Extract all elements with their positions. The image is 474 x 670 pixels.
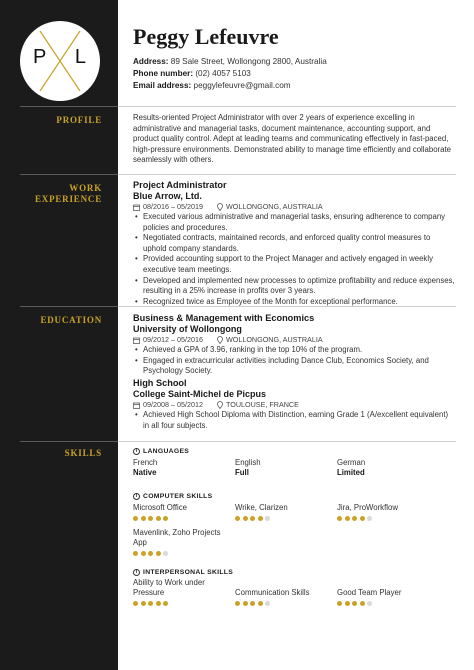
education-entry-2 [133, 378, 455, 431]
rating-dot-filled [360, 601, 365, 606]
skills-block [133, 447, 455, 606]
degree-title: High School [133, 378, 187, 388]
rating-dot-filled [258, 516, 263, 521]
job-title: Project Administrator [133, 180, 227, 190]
contact-block [133, 56, 463, 92]
phone-label: Phone number: [133, 69, 194, 78]
list-item: • Recognized twice as Employee of the Month for exceptional performance. [133, 297, 455, 308]
profile-summary: Results-oriented Project Administrator with over 2 years of experience excelling in administrative and managerial tasks, document maintenance, accounting support, and product quality control. Adept at leading teams and communicating effectively in fast-paced, high-pressure environments. Demonstrated ability to manage time efficiently and collaborate seamlessly with others. [133, 113, 451, 165]
list-item: • Provided accounting support to the Project Manager and actively engaged in weekly executive team meetings. [133, 254, 455, 275]
education-dates: 09/2008 – 05/2012 [143, 400, 203, 409]
rating-dot-filled [141, 601, 146, 606]
education-meta [133, 400, 455, 410]
rating-dot-filled [243, 516, 248, 521]
rating-dot-empty [265, 601, 270, 606]
info-icon: i [133, 569, 140, 576]
rating-dot-filled [163, 601, 168, 606]
language-level: Full [235, 468, 249, 477]
education-location: TOULOUSE, FRANCE [225, 400, 299, 409]
section-title-profile: PROFILE [56, 115, 102, 125]
rating-dot-filled [258, 601, 263, 606]
skill-name: Mavenlink, Zoho Projects App [133, 528, 221, 547]
rating-dot-filled [148, 601, 153, 606]
rating-dot-empty [265, 516, 270, 521]
language-item [133, 458, 235, 478]
interpersonal-skills-grid [133, 578, 455, 606]
rating-dot-filled [360, 516, 365, 521]
rating-dot-filled [345, 516, 350, 521]
section-divider [20, 306, 456, 307]
rating-dot-filled [243, 601, 248, 606]
skill-name: Ability to Work under Pressure [133, 578, 205, 597]
skill-item [235, 503, 337, 521]
rating-dot-filled [141, 551, 146, 556]
rating-dots [235, 516, 337, 521]
skill-name: Wrike, Clarizen [235, 503, 288, 512]
location-pin-icon [217, 401, 223, 409]
skill-item [133, 528, 227, 556]
list-item: • Executed various administrative and managerial tasks, ensuring adherence to company policies and procedures. [133, 212, 455, 233]
rating-dot-filled [148, 516, 153, 521]
email-label: Email address: [133, 81, 192, 90]
rating-dots [133, 601, 217, 606]
info-icon: i [133, 493, 140, 500]
monogram-logo [20, 21, 100, 101]
skill-name: Jira, ProWorkflow [337, 503, 398, 512]
section-title-education: EDUCATION [40, 315, 102, 325]
list-item: • Negotiated contracts, maintained records, and enforced quality control measures to uphold company standards. [133, 233, 455, 254]
resume-header [133, 24, 463, 92]
education-dates: 09/2012 – 05/2016 [143, 335, 203, 344]
work-entry [133, 180, 455, 307]
rating-dots [337, 516, 439, 521]
list-item: • Achieved a GPA of 3.96, ranking in the top 10% of the program. [133, 345, 455, 356]
rating-dot-filled [156, 601, 161, 606]
job-dates: 08/2016 – 05/2019 [143, 202, 203, 211]
languages-grid [133, 458, 455, 478]
rating-dot-filled [337, 601, 342, 606]
rating-dot-filled [156, 516, 161, 521]
list-item: • Engaged in extracurricular activities including Dance Club, Economics Society, and Psychology Society. [133, 356, 455, 377]
rating-dot-filled [133, 601, 138, 606]
sidebar-panel [0, 0, 118, 670]
skill-item [133, 503, 235, 521]
languages-heading: i LANGUAGES [133, 447, 455, 456]
education-entry-1 [133, 313, 455, 377]
address-label: Address: [133, 57, 169, 66]
location-pin-icon [217, 203, 223, 211]
job-bullets [133, 212, 455, 307]
calendar-icon [133, 402, 140, 409]
education-meta [133, 335, 455, 345]
rating-dot-filled [352, 516, 357, 521]
monogram-letter-left: P [33, 46, 47, 68]
education-bullets [133, 410, 455, 431]
rating-dot-empty [367, 601, 372, 606]
section-divider [20, 174, 456, 175]
rating-dot-filled [148, 551, 153, 556]
language-name: English [235, 458, 261, 467]
section-title-work-line2: EXPERIENCE [34, 194, 102, 204]
monogram-letter-right: L [74, 46, 86, 68]
rating-dot-filled [235, 601, 240, 606]
computer-skills-grid [133, 503, 455, 556]
phone-value: (02) 4057 5103 [195, 69, 251, 78]
skill-name: Microsoft Office [133, 503, 188, 512]
section-title-work [20, 183, 102, 205]
rating-dot-filled [250, 516, 255, 521]
rating-dot-filled [352, 601, 357, 606]
language-level: Limited [337, 468, 365, 477]
calendar-icon [133, 204, 140, 211]
address-value: 89 Sale Street, Wollongong 2800, Australia [170, 57, 327, 66]
monogram-cross-lines [20, 21, 100, 101]
language-name: German [337, 458, 366, 467]
employer-name: Blue Arrow, Ltd. [133, 191, 202, 201]
section-title-work-line1: WORK [69, 183, 102, 193]
rating-dots [133, 516, 235, 521]
rating-dot-filled [345, 601, 350, 606]
section-divider [20, 441, 456, 442]
section-title-skills: SKILLS [64, 448, 102, 458]
degree-title: Business & Management with Economics [133, 313, 315, 323]
skill-item [235, 588, 337, 606]
rating-dots [133, 551, 227, 556]
rating-dot-empty [163, 551, 168, 556]
email-value: peggylefeuvre@gmail.com [193, 81, 291, 90]
location-pin-icon [217, 336, 223, 344]
language-item [235, 458, 337, 478]
rating-dot-filled [337, 516, 342, 521]
skill-item [337, 503, 439, 521]
rating-dot-filled [163, 516, 168, 521]
list-item: • Achieved High School Diploma with Distinction, earning Grade 1 (A/excellent equivalent) in all four subjects. [133, 410, 455, 431]
skill-item [337, 588, 439, 606]
computer-skills-heading: i COMPUTER SKILLS [133, 492, 455, 501]
rating-dot-filled [133, 551, 138, 556]
school-name: College Saint-Michel de Picpus [133, 389, 267, 399]
skill-item [133, 578, 217, 606]
section-divider [20, 106, 456, 107]
language-name: French [133, 458, 158, 467]
skill-name: Communication Skills [235, 588, 310, 597]
education-bullets [133, 345, 455, 377]
rating-dot-filled [156, 551, 161, 556]
job-location: WOLLONGONG, AUSTRALIA [225, 202, 323, 211]
rating-dots [235, 601, 337, 606]
interpersonal-skills-heading: i INTERPERSONAL SKILLS [133, 568, 455, 577]
language-level: Native [133, 468, 157, 477]
skill-name: Good Team Player [337, 588, 402, 597]
rating-dots [337, 601, 439, 606]
rating-dot-filled [133, 516, 138, 521]
job-meta [133, 202, 455, 212]
calendar-icon [133, 337, 140, 344]
education-location: WOLLONGONG, AUSTRALIA [225, 335, 323, 344]
school-name: University of Wollongong [133, 324, 242, 334]
candidate-name: Peggy Lefeuvre [133, 24, 279, 49]
info-icon: i [133, 448, 140, 455]
language-item [337, 458, 439, 478]
rating-dot-empty [367, 516, 372, 521]
rating-dot-filled [250, 601, 255, 606]
list-item: • Developed and implemented new processes to optimize profitability and reduce expenses, resulting in a 25% increase in profits over 3 years. [133, 276, 455, 297]
rating-dot-filled [141, 516, 146, 521]
rating-dot-filled [235, 516, 240, 521]
